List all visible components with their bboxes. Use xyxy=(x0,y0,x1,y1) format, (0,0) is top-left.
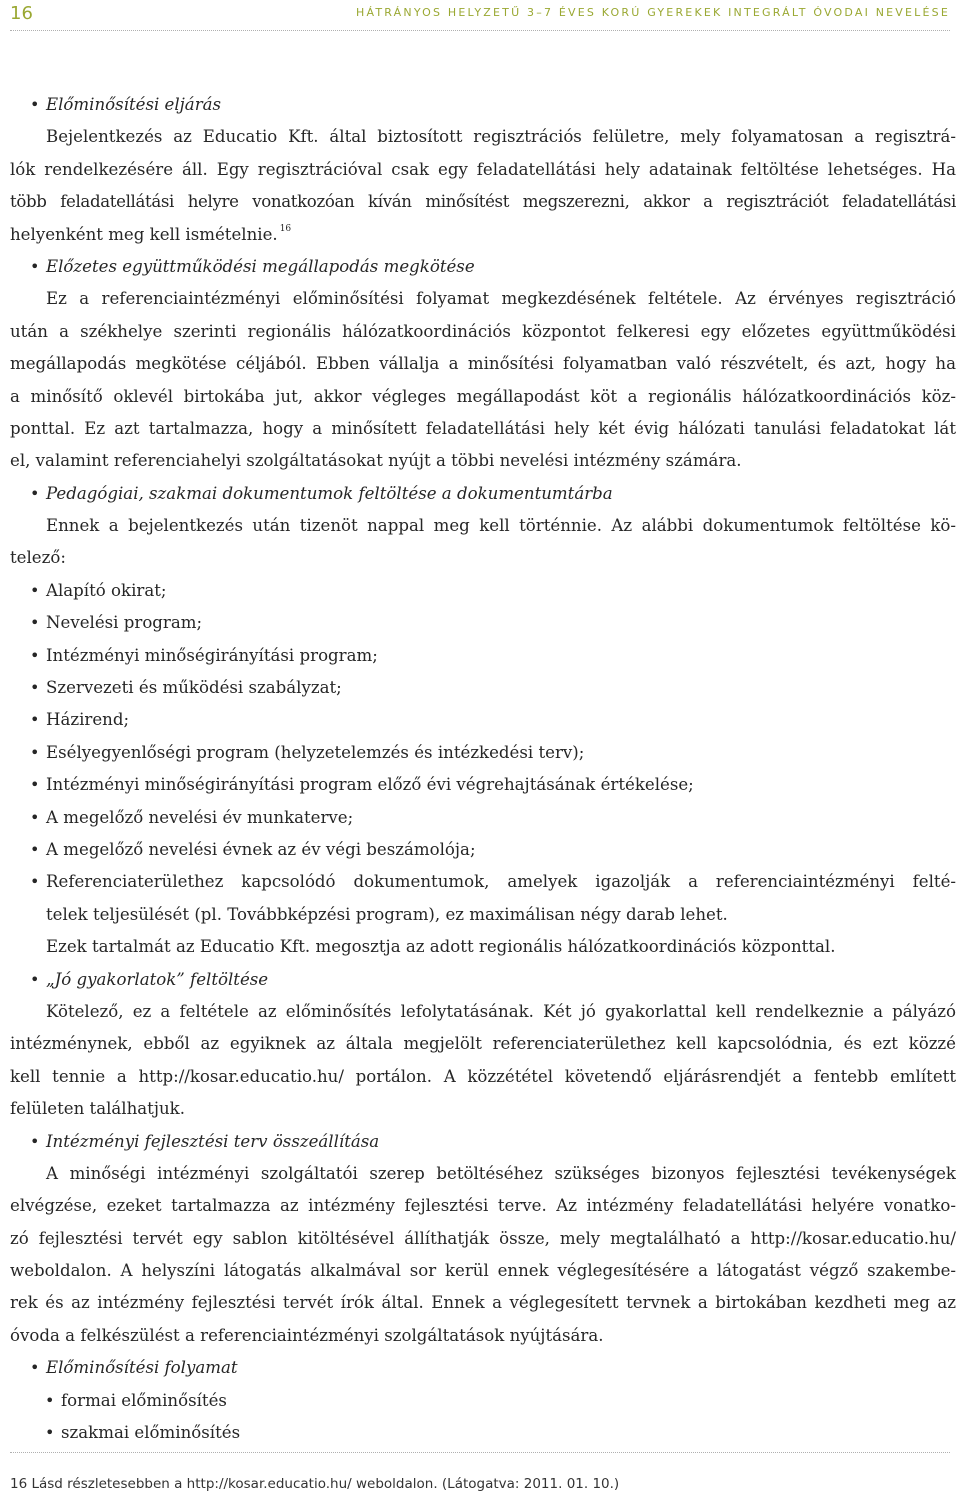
document-list-item: • Intézményi minőségirányítási program; xyxy=(10,640,956,672)
paragraph-line: elvégzése, ezeket tartalmazza az intézmény fejlesztési terve. Az intézmény feladatellátási helyére vonatko- xyxy=(10,1196,956,1216)
paragraph-line: A minőségi intézményi szolgáltatói szerep betöltéséhez szükséges bizonyos fejlesztési tevékenységek xyxy=(46,1163,956,1183)
document-list-item: • Nevelési program; xyxy=(10,607,956,639)
paragraph-line: zó fejlesztési tervét egy sablon kitöltésével állíthatják össze, mely megtalálható a http://kosar.educatio.hu/ xyxy=(10,1228,956,1248)
section-title-development-plan: • Intézményi fejlesztési terv összeállítása xyxy=(10,1126,956,1158)
section-title-preliminary-process: • Előminősítési folyamat xyxy=(10,1352,956,1384)
paragraph-line: Ezek tartalmát az Educatio Kft. megosztja az adott regionális hálózatkoordinációs központtal. xyxy=(46,937,836,957)
footnote: 16 Lásd részletesebben a http://kosar.educatio.hu/ weboldalon. (Látogatva: 2011. 01. 10.) xyxy=(10,1476,620,1492)
running-title: HÁTRÁNYOS HELYZETŰ 3–7 ÉVES KORÚ GYEREKEK INTEGRÁLT ÓVODAI NEVELÉSE xyxy=(356,6,950,19)
document-list-item: • Alapító okirat; xyxy=(10,575,956,607)
paragraph-line-with-footnote xyxy=(10,219,956,251)
document-list-item: • A megelőző nevelési évnek az év végi beszámolója; xyxy=(10,834,956,866)
paragraph-line: rek és az intézmény fejlesztési tervét írók által. Ennek a véglegesített tervnek a birtokában kezdheti meg az xyxy=(10,1293,956,1313)
paragraph-line: weboldalon. A helyszíni látogatás alkalmával sor kerül ennek véglegesítésére a látogatást végző szakembe- xyxy=(10,1261,956,1281)
paragraph-line: óvoda a felkészülést a referenciaintézményi szolgáltatások nyújtására. xyxy=(10,1325,604,1345)
paragraph-line: Ennek a bejelentkezés után tizenöt nappal meg kell történnie. Az alábbi dokumentumok feltöltése kö- xyxy=(46,516,956,536)
paragraph-line: a minősítő oklevél birtokába jut, akkor végleges megállapodást köt a regionális hálózatkoordinációs köz- xyxy=(10,386,956,406)
paragraph-line: megállapodás megkötése céljából. Ebben vállalja a minősítési folyamatban való részvételt, és azt, hogy ha xyxy=(10,354,956,374)
sub-list-item: • szakmai előminősítés xyxy=(10,1417,956,1449)
header-divider xyxy=(10,30,950,31)
document-list-item: • Intézményi minőségirányítási program előző évi végrehajtásának értékelése; xyxy=(10,769,956,801)
paragraph-line: el, valamint referenciahelyi szolgáltatásokat nyújt a többi nevelési intézmény számára. xyxy=(10,451,742,471)
paragraph-line: Kötelező, ez a feltétele az előminősítés lefolytatásának. Két jó gyakorlattal kell rendelkeznie a pályázó xyxy=(46,1001,956,1021)
paragraph-line: után a székhelye szerinti regionális hálózatkoordinációs központot felkeresi egy előzetes együttműködési xyxy=(10,321,956,341)
paragraph-line: telező: xyxy=(10,548,66,568)
paragraph-line: felületen találhatjuk. xyxy=(10,1099,186,1119)
section-title-cooperation-agreement: • Előzetes együttműködési megállapodás megkötése xyxy=(10,251,956,283)
document-list-item: • Esélyegyenlőségi program (helyzetelemzés és intézkedési terv); xyxy=(10,737,956,769)
section-title-document-upload: • Pedagógiai, szakmai dokumentumok feltöltése a dokumentumtárba xyxy=(10,478,956,510)
document-list-item: • Házirend; xyxy=(10,704,956,736)
document-list-item: • Szervezeti és működési szabályzat; xyxy=(10,672,956,704)
paragraph-line: lók rendelkezésére áll. Egy regisztrációval csak egy feladatellátási hely adatainak feltöltése lehetséges. Ha xyxy=(10,159,956,179)
paragraph-text: helyenként meg kell ismételnie. xyxy=(10,224,278,244)
page-body xyxy=(10,89,956,1449)
paragraph-line: ponttal. Ez azt tartalmazza, hogy a minősített feladatellátási hely két évig hálózati tanulási feladatokat lát xyxy=(10,418,956,438)
section-title-preliminary-procedure: • Előminősítési eljárás xyxy=(10,89,956,121)
sub-list-item: • formai előminősítés xyxy=(10,1385,956,1417)
paragraph-line: kell tennie a http://kosar.educatio.hu/ portálon. A közzététel követendő eljárásrendjét a fentebb említett xyxy=(10,1066,956,1086)
document-list-item: • A megelőző nevelési év munkaterve; xyxy=(10,802,956,834)
footnote-divider xyxy=(10,1452,950,1453)
section-title-good-practices: • „Jó gyakorlatok” feltöltése xyxy=(10,964,956,996)
document-list-item: • Referenciaterülethez kapcsolódó dokumentumok, amelyek igazolják a referenciaintézményi felté- xyxy=(10,866,956,898)
paragraph-line: intézménynek, ebből az egyiknek az általa megjelölt referenciaterülethez kell kapcsolódnia, és ezt közzé xyxy=(10,1034,956,1054)
paragraph-line: több feladatellátási helyre vonatkozóan kíván minősítést megszerezni, akkor a regisztrációt feladatellátási xyxy=(10,192,956,212)
document-list-item-continuation: telek teljesülését (pl. Továbbképzési program), ez maximálisan négy darab lehet. xyxy=(46,904,728,924)
paragraph-line: Bejelentkezés az Educatio Kft. által biztosított regisztrációs felületre, mely folyamatosan a regisztrá- xyxy=(46,127,956,147)
page-number: 16 xyxy=(10,3,33,24)
paragraph-line: Ez a referenciaintézményi előminősítési folyamat megkezdésének feltétele. Az érvényes regisztráció xyxy=(46,289,956,309)
page-header xyxy=(10,0,950,30)
footnote-reference: 16 xyxy=(279,223,292,234)
